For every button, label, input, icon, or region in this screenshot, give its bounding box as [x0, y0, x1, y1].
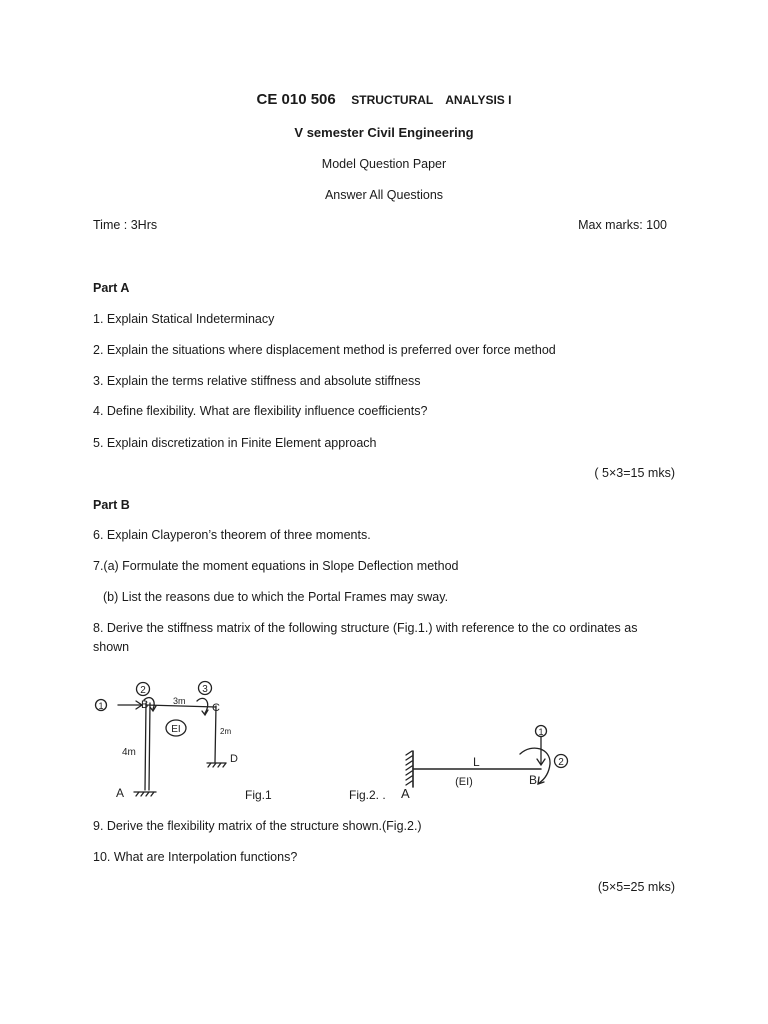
fig2-node-b: B — [529, 773, 538, 787]
question-2: 2. Explain the situations where displacement method is preferred over force method — [93, 343, 556, 357]
course-title-part1: STRUCTURAL — [351, 93, 434, 107]
fig1-node-b: B — [141, 699, 149, 711]
fig1-stiffness: EI — [171, 724, 181, 735]
question-9: 9. Derive the flexibility matrix of the structure shown.(Fig.2.) — [93, 819, 422, 833]
fig1-len-beam: 3m — [173, 696, 186, 706]
fig2-coord-2: 2 — [558, 757, 564, 768]
fig1-node-c: C — [212, 702, 220, 714]
question-8-line1: 8. Derive the stiffness matrix of the following structure (Fig.1.) with reference to the co ordinates as — [93, 621, 638, 635]
fig1-coord-1: 1 — [98, 701, 104, 711]
course-code: CE 010 506 — [256, 91, 336, 108]
fig2-span: L — [473, 755, 480, 769]
max-marks: Max marks: 100 — [578, 218, 667, 232]
part-b-heading: Part B — [93, 498, 130, 512]
part-a-heading: Part A — [93, 281, 130, 295]
fig1-node-a: A — [116, 786, 125, 800]
part-a-marks: ( 5×3=15 mks) — [594, 466, 675, 480]
fig2-coord-1: 1 — [538, 727, 544, 737]
fig1-coord-3: 3 — [202, 684, 208, 695]
fig2-stiffness: (EI) — [455, 776, 473, 788]
fig2-caption: Fig.2. . — [349, 788, 386, 802]
question-1: 1. Explain Statical Indeterminacy — [93, 312, 275, 326]
time-allowed: Time : 3Hrs — [93, 218, 158, 232]
question-7a: 7.(a) Formulate the moment equations in Slope Deflection method — [93, 559, 459, 573]
instruction: Answer All Questions — [324, 188, 444, 202]
course-title-part2: ANALYSIS I — [445, 93, 512, 107]
paper-type: Model Question Paper — [321, 157, 447, 171]
question-8-line2: shown — [93, 640, 130, 654]
semester-line: V semester Civil Engineering — [294, 125, 474, 140]
question-10: 10. What are Interpolation functions? — [93, 850, 298, 864]
question-3: 3. Explain the terms relative stiffness and absolute stiffness — [93, 374, 421, 388]
fig1-len-ab: 4m — [122, 747, 136, 758]
fig1-caption: Fig.1 — [245, 788, 272, 802]
question-7b: (b) List the reasons due to which the Portal Frames may sway. — [103, 590, 449, 604]
question-5: 5. Explain discretization in Finite Element approach — [93, 436, 377, 450]
fig1-coord-2: 2 — [140, 685, 146, 696]
fig2-node-a: A — [401, 786, 410, 801]
fig1-node-d: D — [230, 753, 238, 765]
question-6: 6. Explain Clayperon’s theorem of three moments. — [93, 528, 371, 542]
question-4: 4. Define flexibility. What are flexibility influence coefficients? — [93, 404, 428, 418]
fig1-len-cd: 2m — [220, 727, 232, 736]
part-b-marks: (5×5=25 mks) — [597, 880, 675, 894]
